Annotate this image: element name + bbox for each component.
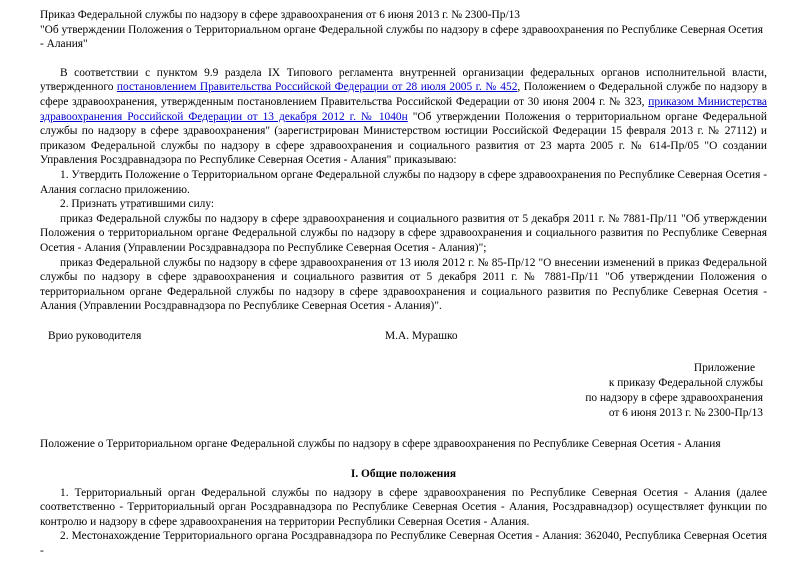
signatory-position: Врио руководителя bbox=[48, 329, 142, 342]
signatory-name: М.А. Мурашко bbox=[385, 329, 458, 342]
appendix-block bbox=[40, 361, 767, 421]
preamble-text-3: "Об утверждении Положения о территориальном органе Федеральной службы по надзору в сфере здравоохранения" (зарегистрирован Министерством юстиции Российской Федерации 15 февраля 2013 г. № 27112) и приказом Федеральной службы по надзору в сфере здравоохранения и социального развития от 23 марта 2005 г. № 614-Пр/05 "О создании Управления Росздравнадзора по Республике Северная Осетия - Алания" приказываю: bbox=[40, 110, 767, 167]
repealed-order-2: приказ Федеральной службы по надзору в сфере здравоохранения от 13 июля 2012 г. № 85-Пр/12 "О внесении изменений в приказ Федеральной службы по надзору в сфере здравоохранения и социального развития от 5 декабря 2011 г. № 7881-Пр/11 "Об утверждении Положения о территориальном органе Федеральной службы по надзору в сфере здравоохранения и социального развития по Республике Северная Осетия - Алания (Управлении Росздравнадзора по Республике Северная Осетия - Алания)". bbox=[40, 256, 767, 313]
signature-block bbox=[40, 329, 767, 344]
preamble-text-1: В соответствии с пунктом 9.9 раздела IX Типового регламента внутренней организации федеральных органов исполнительной власти, утвержденного bbox=[40, 66, 767, 94]
item-2-repeal: 2. Признать утратившими силу: bbox=[60, 198, 215, 211]
appendix-ref-2: по надзору в сфере здравоохранения bbox=[585, 392, 763, 405]
preamble-paragraph bbox=[40, 66, 767, 168]
regulation-item-1: 1. Территориальный орган Федеральной службы по надзору в сфере здравоохранения по Республике Северная Осетия - Алания (далее соответственно - Территориальный орган Росздравнадзора по Республике Северная Осетия - Алания, Росздравнадзор) осуществляет функции по контролю и надзору в сфере здравоохранения на территории Республики Северная Осетия - Алания. bbox=[40, 486, 767, 528]
regulation-item-2: 2. Местонахождение Территориального органа Росздравнадзора по Республике Северная Осетия - Алания: 362040, Республика Северная Осетия - bbox=[40, 530, 767, 558]
item-1-approve: 1. Утвердить Положение о Территориальном органе Федеральной службы по надзору в сфере здравоохранения по Республике Северная Осетия - Алания согласно приложению. bbox=[40, 168, 767, 196]
order-subject: "Об утверждении Положения о Территориальном органе Федеральной службы по надзору в сфере здравоохранения по Республике Северная Осетия - Алания" bbox=[40, 23, 763, 51]
appendix-ref-3: от 6 июня 2013 г. № 2300-Пр/13 bbox=[608, 407, 763, 420]
regulation-title: Положение о Территориальном органе Федеральной службы по надзору в сфере здравоохранения по Республике Северная Осетия - Алания bbox=[40, 438, 721, 451]
order-title: Приказ Федеральной службы по надзору в сфере здравоохранения от 6 июня 2013 г. № 2300-Пр/13 bbox=[40, 9, 521, 21]
section-heading: I. Общие положения bbox=[350, 468, 457, 481]
link-government-decree-452[interactable]: постановлением Правительства Российской Федерации от 28 июля 2005 г. № 452 bbox=[116, 81, 518, 94]
link-ministry-order-1040n[interactable]: приказом Министерства здравоохранения Российской Федерации от 13 декабря 2012 г. № 1040н bbox=[40, 95, 767, 123]
repealed-order-1: приказ Федеральной службы по надзору в сфере здравоохранения и социального развития от 5 декабря 2011 г. № 7881-Пр/11 "Об утверждении Положения о территориальном органе Федеральной службы по надзору в сфере здравоохранения и социального развития по Республике Северная Осетия - Алания (Управлении Росздравнадзора по Республике Северная Осетия - Алания)"; bbox=[40, 212, 767, 254]
document-header bbox=[40, 8, 767, 52]
appendix-ref-1: к приказу Федеральной службы bbox=[608, 377, 763, 390]
preamble-text-2: , Положением о Федеральной службе по надзору в сфере здравоохранения, утвержденным постановлением Правительства Российской Федерации от 30 июня 2004 г. № 323, bbox=[40, 81, 767, 108]
appendix-label: Приложение bbox=[693, 362, 755, 375]
